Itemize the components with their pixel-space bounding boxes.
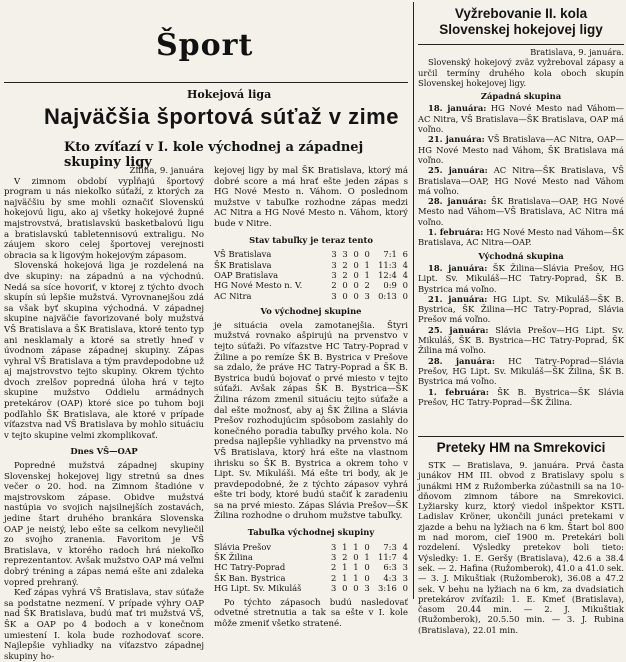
stat-cell: 3: [331, 269, 337, 280]
stat-cell: 0: [364, 541, 370, 552]
stat-cell: 1: [342, 541, 348, 552]
stat-cell: 12:4: [378, 269, 397, 280]
article-column-2: [214, 166, 408, 629]
article-paragraph: Keď zápas vyhrá VŠ Bratislava, stav súťaže sa podstatne nezmení. V prípade výhry OAP nad ŠK Bratislava, budú mať tri mužstvá VŠ, ŠK a OAP po 4 bodoch a v konečnom umiestení I. kola bude rozhodovať score. Najlepšie vyhliadky na víťazstvo západnej skupiny ho-: [4, 588, 204, 662]
fixture-line: [418, 294, 624, 325]
fixture-matches: AC Nitra—ŠK Bratislava, VŠ Bratislava—OAP, HG Nové Mesto nad Váhom má voľno.: [418, 165, 624, 196]
stat-cell: 0: [353, 583, 359, 594]
stat-cell: 0:9: [383, 280, 397, 291]
stat-cell: 3: [364, 290, 370, 301]
stat-cell: 0:13: [378, 290, 397, 301]
fixture-date: 1. februára:: [428, 386, 489, 397]
stat-cell: 6:3: [383, 562, 397, 573]
team-name-cell: HG Lipt. Sv. Mikuláš: [214, 583, 302, 594]
stat-cell: 0: [342, 290, 348, 301]
stat-cell: 3: [402, 562, 408, 573]
fixture-line: [418, 387, 624, 408]
fixture-line: [418, 227, 624, 248]
team-name-cell: OAP Bratislava: [214, 269, 279, 280]
west-table-title: Stav tabuľky je teraz tento: [249, 234, 373, 245]
fixture-line: [418, 196, 624, 227]
table-row: [214, 260, 408, 270]
stat-cell: 3: [331, 290, 337, 301]
stat-cell: 0: [402, 290, 408, 301]
fixture-matches: ŠK B. Bystrica—ŠK Slávia Prešov, HC Tatry-Poprad—ŠK Žilina.: [418, 386, 624, 407]
article-column-1: [4, 166, 204, 662]
stat-cell: 0: [353, 259, 359, 270]
fixture-date: 21. januára:: [428, 293, 488, 304]
fixture-matches: HG Nové Mesto nad Váhom—AC Nitra, VŠ Bratislava—ŠK Bratislava, OAP má voľno.: [418, 103, 625, 135]
fixture-line: [418, 356, 624, 387]
draw-dateline: Bratislava, 9. januára.: [530, 47, 624, 57]
fixture-matches: HG Nové Mesto nad Váhom—ŠK Bratislava, AC Nitra—OAP.: [418, 227, 624, 248]
hockey-article: [4, 0, 410, 662]
table-row: [214, 552, 408, 562]
east-fixtures: [418, 263, 624, 407]
fixture-matches: Slávia Prešov—HG Lipt. Sv. Mikuláš, ŠK B. Bystrica—HC Tatry-Poprad, ŠK Žilina má voľno.: [418, 324, 624, 356]
fixture-date: 21. januára:: [428, 134, 485, 145]
fixture-line: [418, 134, 624, 165]
table-row: [214, 573, 408, 583]
stat-cell: 2: [342, 259, 348, 270]
stat-cell: 1: [353, 572, 359, 583]
table-row: [214, 270, 408, 280]
article-paragraph: Popredné mužstvá západnej skupiny Slovenskej hokejovej ligy stretnú sa dnes večer o 20. hod. na Zimnom štadióne v majstrovskom zápase. Obidve mužstvá nastúpia vo svojich najsilnejších zostavách, jedine štart druhého brankára Slovenska OAP je neistý, lebo ešte sa celkom nevyliečil zo svojho zranenia. Favoritom je VŠ Bratislava, v ktorého radoch hrá niekoľko reprezentantov. Avšak mužstvo OAP má veľmi dobrý tréning a zápas nemá ešte ani zdaleka vopred prehraný.: [4, 461, 204, 588]
west-standings-table: [214, 249, 408, 301]
right-column: [418, 0, 625, 635]
article-kicker: Hokejová liga: [187, 88, 272, 101]
team-name-cell: ŠK Bratislava: [214, 259, 272, 270]
fixture-line: [418, 325, 624, 356]
west-fixtures: [418, 103, 624, 247]
article-paragraph: Slovenská hokejová liga je rozdelená na dve skupiny: na západnú a na východnú. Nedá sa síce hovoriť, v ktorej z týchto dvoch skupín sú lepšie mužstvá. Vyrovnanejšou zdá sa však byť skupina východná. V západnej skupine najväčie favorizované boly mužstvá VŠ Bratislava a ŠK Bratislava, ktoré tento typ ani nesklamaly a ktoré sa stretly hneď v úvodnom zápase západnej skupiny. Zápas vyhral VŠ Bratislava a tým pravdepodobne už aj majstrovstvo tejto skupiny. Okrem týchto dvoch zrelšov popredná úloha hrá v tejto skupine mužstvo Oddielu armádnych pretekárov (OAP) ktoré sice po tuhom boji podľahlo ŠK Bratislava, ale ktoré v prípade víťazstva nad VŠ Bratislava by mohlo situáciu v tejto skupine velmi zkomplikovať.: [4, 261, 204, 441]
stat-cell: 0: [353, 552, 359, 563]
stat-cell: 1: [364, 269, 370, 280]
team-name-cell: ŠK Ban. Bystrica: [214, 572, 286, 583]
fixture-matches: ŠK Bratislava—OAP, HG Nové Mesto nad Váhom—VŠ Bratislava, AC Nitra má voľno.: [418, 196, 624, 227]
stat-cell: 11:3: [378, 259, 397, 270]
stat-cell: 2: [330, 562, 337, 573]
east-table-title: Tabuľka východnej skupiny: [247, 527, 375, 538]
race-body: [418, 460, 624, 635]
stat-cell: 0: [353, 249, 359, 260]
stat-cell: 7:1: [383, 249, 397, 260]
article-paragraph: Po týchto zápasoch budú nasledovať odvetné stretnutia a tak sa ešte v I. kole môže zmeniť všetko stratené.: [214, 597, 408, 629]
fixture-date: 28. januára:: [428, 196, 487, 207]
stat-cell: 6: [402, 249, 408, 260]
section-masthead: Šport: [156, 28, 254, 63]
stat-cell: 4: [402, 541, 408, 552]
fixture-date: 28. januára:: [428, 355, 495, 366]
stat-cell: 3: [331, 259, 337, 270]
stat-cell: 3:16: [378, 583, 397, 594]
team-name-cell: HG Nové Mesto n. V.: [214, 280, 303, 291]
stat-cell: 1: [364, 259, 370, 270]
draw-title-rule: [418, 44, 624, 45]
team-name-cell: Slávia Prešov: [214, 541, 272, 552]
team-name-cell: AC Nitra: [214, 290, 252, 301]
stat-cell: 0: [342, 583, 348, 594]
draw-body: [418, 47, 624, 407]
fixture-date: 25. januára:: [428, 324, 489, 335]
fixture-matches: ŠK Žilina—Slávia Prešov, HG Lipt. Sv. Mikuláš—HC Tatry-Poprad, ŠK B. Bystrica má voľno.: [418, 262, 624, 294]
stat-cell: 2: [342, 269, 348, 280]
column-divider: [413, 2, 414, 599]
fixture-line: [418, 263, 624, 294]
fixture-matches: HG Lipt. Sv. Mikuláš—ŠK B. Bystrica, ŠK Žilina—HC Tatry-Poprad, Slávia Prešov má voľno.: [418, 293, 624, 325]
stat-cell: 0: [353, 269, 359, 280]
stat-cell: 2: [330, 572, 337, 583]
fixture-line: [418, 103, 624, 134]
table-row: [214, 542, 408, 552]
article-headline: Najväčšia športová súťaž v zime: [44, 104, 399, 129]
stat-cell: 0: [353, 280, 359, 291]
fixture-matches: VŠ Bratislava—AC Nitra, OAP—HG Nové Mesto nad Váhom, ŠK Bratislava má voľno.: [418, 134, 625, 165]
stat-cell: 0: [353, 290, 359, 301]
article-paragraph: V zimnom období vypĺňajú športový program u nás niekoľko súťaží, z ktorých za najväčšiu by sme mohli označiť Slovenskú hokejovú ligu, ako aj všetky hokejové župné majstrovstvá, bratislavskú basketbalovú ligu a bratislavskú tabletennisovú extraligu. No záujem skoro celej športovej verejnosti obracia sa k ligovým hokejovým zápasom.: [4, 176, 204, 261]
team-name-cell: ŠK Žilina: [214, 552, 253, 563]
article-dateline: Žilina, 9. januára: [129, 166, 204, 176]
article-deck: Kto zvíťazí v I. kole východnej a západnej skupiny ligy: [64, 140, 364, 170]
stat-cell: 2: [342, 552, 348, 563]
stat-cell: 3: [330, 552, 337, 563]
stat-cell: 1: [353, 541, 359, 552]
article-subhead: Vo východnej skupine: [260, 306, 362, 317]
race-title: Preteky HM na Smrekovici: [436, 440, 606, 455]
stat-cell: 0: [364, 562, 370, 573]
east-group-label: Východná skupina: [478, 250, 564, 261]
draw-intro: Slovenský hokejový zväz vyžreboval zápasy a určil termíny druhého kola oboch skupín Slovenskej hokejovej ligy.: [418, 57, 624, 88]
stat-cell: 3: [364, 583, 370, 594]
stat-cell: 4:3: [383, 572, 397, 583]
fixture-date: 25. januára:: [428, 165, 488, 176]
team-name-cell: HC Tatry-Poprad: [214, 562, 286, 573]
west-group-label: Západná skupina: [480, 91, 562, 102]
race-top-rule: [418, 436, 624, 437]
draw-title: Vyžrebovanie II. kola Slovenskej hokejovej ligy: [439, 6, 603, 37]
stat-cell: 0: [364, 249, 370, 260]
stat-cell: 0: [402, 280, 408, 291]
stat-cell: 4: [402, 259, 408, 270]
fixture-matches: HC Tatry-Poprad—Slávia Prešov, HG Lipt. Sv. Mikuláš—ŠK Žilina, ŠK B. Bystrica má voľno.: [418, 355, 624, 387]
article-subhead: Dnes VŠ—OAP: [70, 446, 138, 457]
stat-cell: 3: [331, 249, 337, 260]
stat-cell: 3: [342, 249, 348, 260]
stat-cell: 4: [402, 552, 408, 563]
table-row: [214, 249, 408, 259]
race-text: STK — Bratislava, 9. januára. Prvá časta junákov HM III. obvod z Bratislavy spolu s junákmi HM z Ružomberka zúčastnili sa na 10-dňovom zimnom tábore na Smrekovici. Lyžiarsky kurz, ktorý viedol inšpektor KSTL Ladislav Kröner, ukončili junáci pretekami v zjazde a behu na lyžiach na 6 km. Štart bol 800 m nad morom, cieľ 1900 m. Pretekári boli rozdelení. Výsledky pretekov boli tieto: Výsledky: 1. E. Geršy (Bratislava), 42.6 a 38.4 sek. — 2. Hafina (Ružomberok), 41.0 a 41.0 sek. — 3. J. Mikuštiak (Ružomberok), 36.08 a 47.2 sek. V behu na lyžiach na 6 km, za dvadsiatich pretekárov zvíťazil: 1. E. Kmeť (Bratislava), časom 20.44 min. — 2. J. Mikuštiak (Ružomberok), 20.5.50 min. — 3. J. Rubina (Bratislava), 22.01 min.: [418, 460, 624, 635]
stat-cell: 4: [402, 269, 408, 280]
stat-cell: 1: [364, 552, 370, 563]
fixture-date: 18. januára:: [428, 103, 487, 114]
team-name-cell: VŠ Bratislava: [214, 249, 272, 260]
table-row: [214, 280, 408, 290]
stat-cell: 11:7: [378, 552, 397, 563]
stat-cell: 2: [364, 280, 370, 291]
stat-cell: 1: [342, 572, 348, 583]
masthead-rule: [4, 82, 408, 83]
fixture-date: 1. februára:: [428, 227, 484, 238]
stat-cell: 3: [330, 541, 337, 552]
stat-cell: 0: [402, 583, 408, 594]
stat-cell: 2: [331, 280, 337, 291]
article-paragraph: kejovej ligy by mal ŠK Bratislava, ktorý má dobré score a má hrať ešte jeden zápas s HG Nové Mesto n. Váhom. O poslednom mužstve v tabuľke rozhodne zápas medzi AC Nitra a HG Nové Mesto n. Váhom, ktorý bude v Nitre.: [214, 166, 408, 229]
stat-cell: 1: [342, 562, 348, 573]
fixture-date: 18. januára:: [428, 262, 488, 273]
east-standings-table: [214, 542, 408, 594]
table-row: [214, 562, 408, 572]
fixture-line: [418, 165, 624, 196]
stat-cell: 0: [342, 280, 348, 291]
stat-cell: 7:3: [383, 541, 397, 552]
table-row: [214, 583, 408, 593]
stat-cell: 3: [402, 572, 408, 583]
article-paragraph: je situácia ovela zamotanejšia. Štyri mužstvá rovnako ašpirujú na prvenstvo v tejto súťaži. Po víťazstve HC Tatry-Poprad v Žiline a po remíze ŠK B. Bystrica v Prešove sa zdalo, že práve HC Tatry-Poprad a ŠK B. Bystrica budú bojovať o prvé miesto v tejto súťaži. Avšak zápas ŠK B. Bystrica—ŠK Žilina rázom zmenil situáciu tejto súťaže a dal ešte možnosť, aby aj ŠK Žilina a Slávia Prešov rozhodujúcim spôsobom zasiahly do konečného poradia tabuľky prvého kola. No predsa najlepšie vyhliadky na prvenstvo má VŠ Bratislava, ktorý hrá ešte na vlastnom ihrisku so ŠK B. Bystrica a okrem toho v Lipt. Sv. Mikuláši. Má ešte tri body, ak je pravdepodobné, že z týchto zápasov vyhrá ešte tri body, ktoré budú stačiť k zaradeniu sa na prvé miesto. Zápas Slávia Prešov—ŠK Žilina rozhodne o druhom mužstve tabuľky.: [214, 320, 408, 522]
stat-cell: 1: [353, 562, 359, 573]
stat-cell: 0: [364, 572, 370, 583]
stat-cell: 3: [330, 583, 337, 594]
table-row: [214, 291, 408, 301]
